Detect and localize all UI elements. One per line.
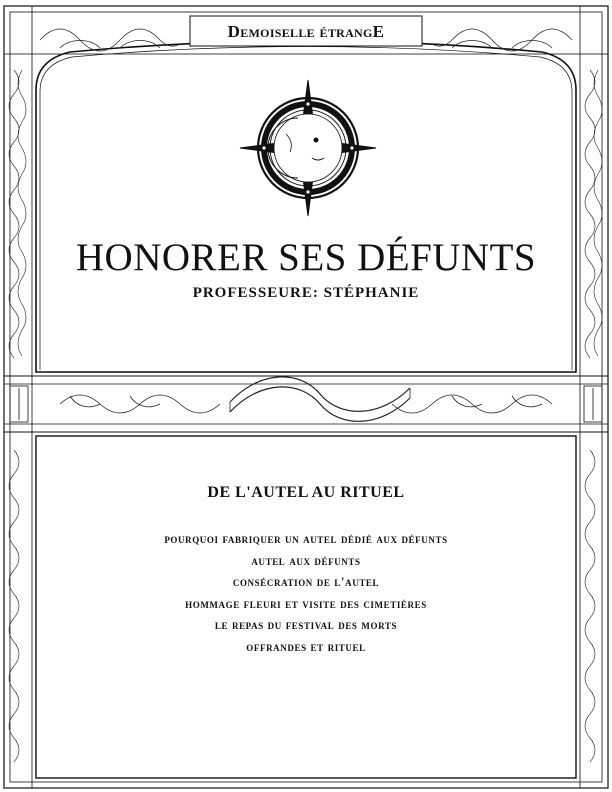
topics-list bbox=[40, 528, 572, 657]
list-item: le repas du festival des morts bbox=[214, 617, 398, 632]
page-title: HONORER SES DÉFUNTS bbox=[75, 236, 537, 279]
section-heading: DE L'AUTEL AU RITUEL bbox=[207, 484, 405, 501]
compass-rose-moon-emblem bbox=[238, 78, 378, 218]
banner-title: Demoiselle étrangE bbox=[227, 22, 385, 41]
instructor-subtitle: PROFESSEURE: STÉPHANIE bbox=[192, 285, 420, 301]
list-item: pourquoi fabriquer un autel dédié aux défunts bbox=[164, 531, 448, 546]
list-item: offrandes et rituel bbox=[246, 638, 366, 654]
list-item: autel aux défunts bbox=[251, 552, 361, 568]
list-item: hommage fleuri et visite des cimetières bbox=[185, 595, 427, 611]
list-item: consécration de l'autel bbox=[232, 574, 380, 589]
